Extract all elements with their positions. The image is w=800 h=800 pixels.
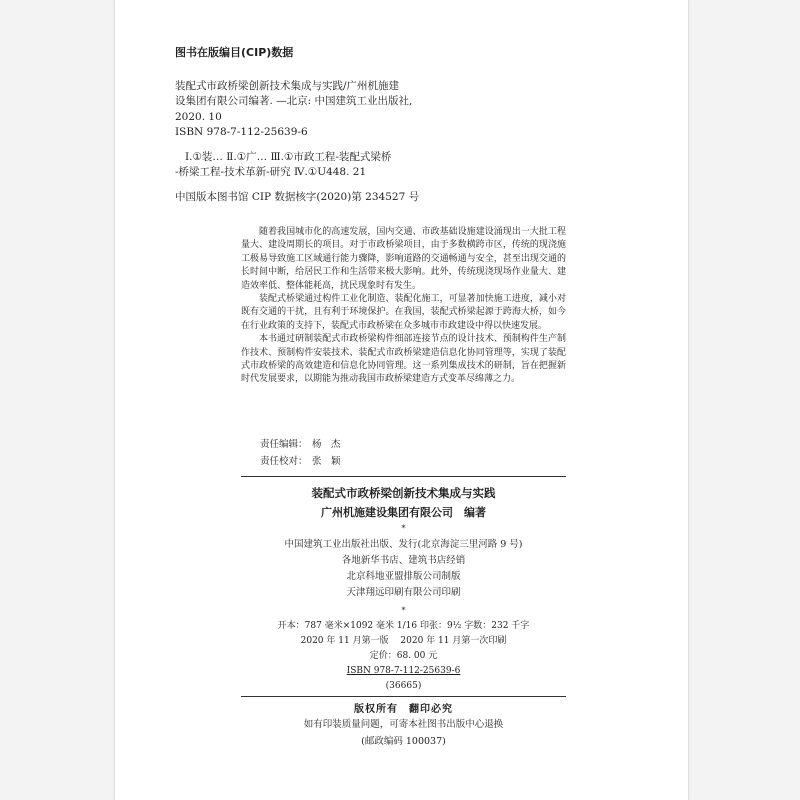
- divider: [241, 476, 566, 477]
- abstract: [241, 226, 566, 387]
- editors-block: [260, 436, 341, 470]
- return-notice: [241, 716, 566, 750]
- cip-class-line: -桥梁工程-技术革新-研究 Ⅳ.①U448. 21: [175, 166, 367, 178]
- cip-isbn: ISBN 978-7-112-25639-6: [175, 126, 308, 138]
- quality-notice: 如有印装质量问题，可寄本社图书出版中心退换: [303, 719, 504, 730]
- cip-line: 2020. 10: [175, 110, 222, 123]
- abstract-paragraph: 装配式桥梁通过构件工业化制造、装配化施工，可显著加快施工进度，减小对既有交通的干扰，且有利于环境保护。在我国，装配式桥梁起源于跨海大桥，如今在行业政策的支持下，装配式市政桥梁在众多城市市政建设中得以快速发展。: [241, 294, 566, 331]
- printer-line: 天津翔远印刷有限公司印刷: [346, 587, 461, 598]
- book-page: [115, 0, 688, 800]
- cip-line: 设集团有限公司编著. —北京: 中国建筑工业出版社,: [175, 95, 413, 107]
- separator-star: *: [401, 524, 406, 533]
- cip-block: [175, 45, 655, 205]
- proofreader-row: [260, 453, 341, 470]
- cip-class-line: Ⅰ.①装… Ⅱ.①广… Ⅲ.①市政工程-装配式梁桥: [185, 150, 392, 163]
- copyright-notice: 版权所有 翻印必究: [354, 704, 453, 715]
- publisher-line: 中国建筑工业出版社出版、发行(北京海淀三里河路 9 号): [284, 539, 523, 550]
- abstract-paragraph: 本书通过研制装配式市政桥梁构件细部连接节点的设计技术、预制构件生产制作技术、预制构件安装技术、装配式市政桥梁建造信息化协同管理等，实现了装配式市政桥梁的高效建造和信息化协同管理。这一系列集成技术的研制，旨在把握新时代发展要求，以期能为推动我国市政桥梁建造方式变革尽绵薄之力。: [241, 334, 566, 385]
- cip-line: 装配式市政桥梁创新技术集成与实践/广州机施建: [175, 79, 400, 92]
- proofreader-name: 张 颖: [312, 456, 341, 467]
- separator-star: *: [401, 606, 406, 615]
- print-specs: [241, 619, 566, 694]
- cip-title: 图书在版编目(CIP)数据: [175, 46, 294, 59]
- abstract-paragraph: 随着我国城市化的高速发展，国内交通、市政基础设施建设涌现出一大批工程量大、建设周期长的项目。对于市政桥梁项目，由于多数横跨市区，传统的现浇施工极易导致施工区域通行能力骤降，影响道路的交通畅通与安全，甚至出现交通的长时间中断，给居民工作和生活带来极大影响。此外，传统现浇现场作业量大、建造效率低、整体能耗高，扰民现象时有发生。: [241, 227, 566, 291]
- editor-name: 杨 杰: [312, 439, 341, 450]
- proofreader-label: 责任校对：: [260, 456, 308, 467]
- typesetter-line: 北京科地亚盟排版公司制版: [346, 571, 461, 582]
- postcode: (邮政编码 100037): [361, 736, 446, 747]
- edition-line: 2020 年 11 月第一版 2020 年 11 月第一次印刷: [300, 636, 507, 646]
- book-code: (36665): [385, 681, 422, 691]
- spec-line: 开本：787 毫米×1092 毫米 1/16 印张：9½ 字数：232 千字: [277, 621, 530, 631]
- editor-row: [260, 436, 341, 453]
- publisher-info: [241, 537, 566, 601]
- cip-data-number: 中国版本图书馆 CIP 数据核字(2020)第 234527 号: [175, 190, 420, 203]
- book-author: 广州机施建设集团有限公司 编著: [321, 506, 486, 519]
- distributor-line: 各地新华书店、建筑书店经销: [341, 555, 466, 566]
- price: 定价：68. 00 元: [369, 651, 438, 661]
- isbn: ISBN 978-7-112-25639-6: [346, 666, 461, 676]
- editor-label: 责任编辑：: [260, 439, 308, 450]
- divider: [241, 696, 566, 697]
- book-title: 装配式市政桥梁创新技术集成与实践: [311, 486, 496, 500]
